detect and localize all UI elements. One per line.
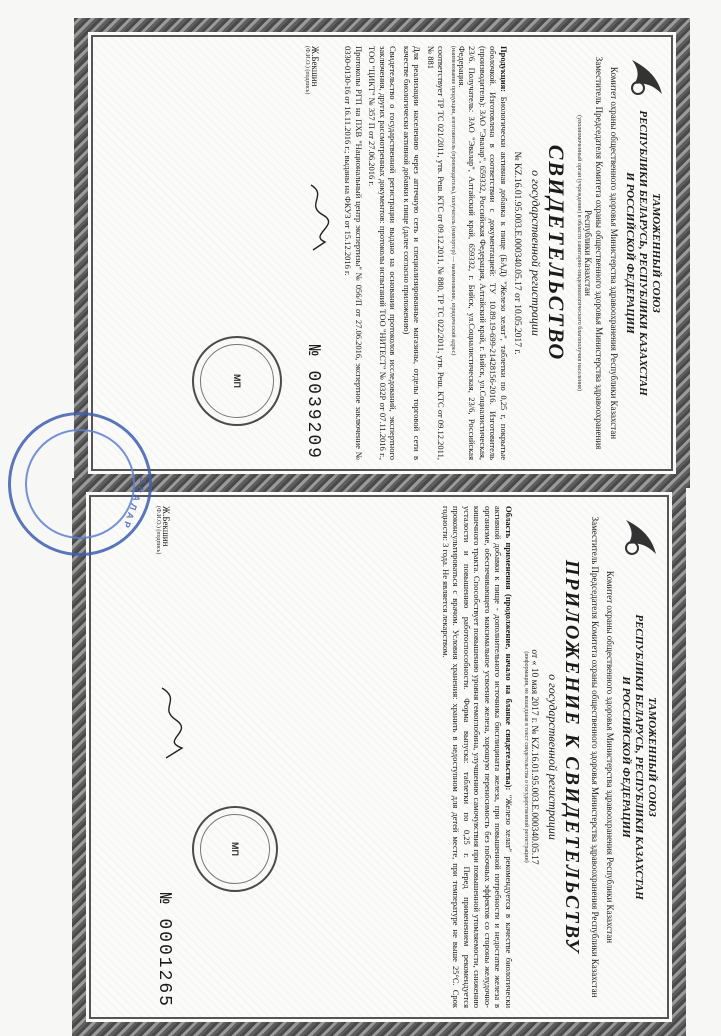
signature-row bbox=[303, 46, 333, 460]
product-text: Биологически активная добавка к пище (БАД) "Железо хелат", таблетки по 0,25 г, покрытые оболочкой. Изготовлена в соответствии с документацией: ТУ 10.89.19-699-21428156-2016. Изготовитель (производитель): ЗАО "Эвалар", 659332, Российская Федерация, Алтайский край, г. Бийск, ул.Социалистическая, 23/6. Получатель: ЗАО "Эвалар", Алтайский край, 659332, г. Бийск, ул.Социалистическая, 23/6, Российская Федерация. bbox=[457, 46, 509, 460]
seal-text: МП bbox=[230, 842, 240, 856]
sign-caption: (Ф.И.О.) (подпись) bbox=[155, 506, 161, 555]
scope-label: Область применения (продолжение, начало на бланке свидетельства): bbox=[504, 506, 514, 791]
certificate-title: СВИДЕТЕЛЬСТВО bbox=[544, 144, 569, 362]
committee-text: Комитет охраны общественного здоровья Министерства здравоохранения Республики Казахстан bbox=[605, 570, 615, 944]
seal-text: МП bbox=[232, 374, 242, 388]
reg-month: мая bbox=[529, 679, 539, 695]
notes-text: Свидетельство о государственной регистрации выдано на основании протоколов исследований, экспертного заключения, других рассмотренных документов: протоколы испытаний ТОО "НИТЕСТ" № 032Р от 07.11.2016 г., ТОО "ЦИКТ" № 357 П от 27.06.2016 г. bbox=[367, 46, 399, 460]
product-caption: (наименование продукции, изготовитель (производитель), получатель (импортер) — наименование, юридический адрес) bbox=[450, 46, 457, 356]
certificate-main-content bbox=[102, 46, 662, 460]
reg-date-prefix: от bbox=[512, 293, 522, 302]
blue-stamp-text: ЭВАЛАР bbox=[120, 475, 149, 532]
header-line-2: РЕСПУБЛИКИ БЕЛАРУСЬ, РЕСПУБЛИКИ КАЗАХСТАН bbox=[637, 110, 649, 396]
header-line-3: И РОССИЙСКОЙ ФЕДЕРАЦИИ bbox=[620, 676, 632, 838]
reg-prefix: № bbox=[512, 151, 522, 161]
serial-number bbox=[154, 893, 174, 1008]
eagle-logo-icon bbox=[616, 514, 662, 560]
certificate-appendix-content bbox=[100, 506, 658, 1008]
appendix-title: ПРИЛОЖЕНИЕ К СВИДЕТЕЛЬСТВУ bbox=[561, 559, 583, 955]
reg-date: 10.05.2017 г. bbox=[512, 304, 522, 355]
registration-line bbox=[512, 46, 522, 460]
reg-from: от « bbox=[529, 649, 539, 666]
serial-number bbox=[303, 345, 323, 460]
serial-prefix: № bbox=[303, 344, 323, 358]
customs-union-logo bbox=[616, 514, 662, 560]
scope-block bbox=[441, 506, 515, 1008]
reg-year: 2017 bbox=[529, 696, 539, 716]
product-block bbox=[457, 46, 510, 460]
certificate-subtitle: о государственной регистрации bbox=[529, 170, 543, 336]
eagle-logo-icon bbox=[622, 54, 668, 100]
certificate-appendix bbox=[72, 478, 686, 1036]
reg-num-prefix: г. № bbox=[529, 717, 539, 735]
deputy-text: Заместитель Председателя Комитета охраны общественного здоровья Министерства здравоохранения Республики Казахстан bbox=[583, 56, 604, 450]
product-label: Продукция: bbox=[499, 46, 509, 93]
scope-text: "Железо хелат" рекомендуется в качестве биологически активной добавки к пище - дополнительного источника бисглицината железа, при повышенной потребности и недостатке железа в организме, обеспечивающего максимальное усвоение железа, хорошую переносимость без побочных эффектов со стороны желудочно-кишечного тракта. Способствует повышению уровня гемоглобина, улучшению самочувствия при повышенной утомляемости, снижению усталости и повышению работоспособности. Форма выпуска: таблетки по 0,25 г. Перед применением рекомендуется проконсультироваться с врачом. Условия хранения: хранить в недоступном для детей месте, при температуре не выше 25°С. Срок годности: 3 года. Не является лекарством. bbox=[441, 506, 514, 1009]
serial-value: 0001265 bbox=[154, 918, 174, 1008]
sign-name: Ж.Бекшин bbox=[161, 506, 171, 547]
appendix-subtitle: о государственной регистрации bbox=[546, 674, 560, 840]
committee-text: Комитет охраны общественного здоровья Министерства здравоохранения Республики Казахстан bbox=[609, 66, 619, 440]
sign-name: Ж.Бекшин bbox=[310, 46, 320, 87]
sign-caption: (Ф.И.О.) (подпись) bbox=[304, 46, 310, 95]
reg-number: KZ.16.01.95.003.Е.000340.05.17 bbox=[529, 736, 539, 865]
signature-scribble bbox=[154, 684, 188, 764]
header-line-2: РЕСПУБЛИКИ БЕЛАРУСЬ, РЕСПУБЛИКИ КАЗАХСТАН bbox=[633, 614, 645, 900]
serial-value: 0039209 bbox=[303, 370, 323, 460]
official-seal bbox=[192, 806, 278, 892]
notes-text-2: Протоколы РГП на ПХВ "Национальный центр экспертизы" № 056/П от 27.06.2016, экспертное заключение № 0330-0130-16 от 16.11.2016 г.; выданы на ФКУЗ от 15.12.2016 г. bbox=[343, 46, 364, 460]
signature-scribble bbox=[303, 180, 333, 260]
header-line-3: И РОССИЙСКОЙ ФЕДЕРАЦИИ bbox=[624, 172, 636, 334]
compliance-text: соответствует ТР ТС 021/2011, утв. Реш. КТС от 09.12.2011, № 880, ТР ТС 022/2011, утв. Реш. КТС от 09.12.2011, № 881 bbox=[426, 46, 447, 460]
serial-prefix: № bbox=[154, 892, 174, 906]
certificate-main bbox=[74, 18, 690, 488]
reg-caption: (информация, не вошедшая в текст свидетельства о государственной регистрации) bbox=[523, 651, 529, 863]
reg-number: KZ.16.01.95.003.Е.000340.05.17 bbox=[512, 162, 522, 291]
organ-caption: (уполномоченный орган (учреждение) в области санитарно-эпидемиологического благополучия населения) bbox=[576, 115, 582, 391]
appendix-signature-row bbox=[154, 506, 188, 1008]
header-line-1: ТАМОЖЕННЫЙ СОЮЗ bbox=[646, 697, 658, 817]
customs-union-logo bbox=[622, 54, 668, 100]
deputy-text: Заместитель Председателя Комитета охраны общественного здоровья Министерства здравоохранения Республики Казахстан bbox=[590, 516, 600, 998]
official-seal bbox=[192, 336, 282, 426]
header-line-1: ТАМОЖЕННЫЙ СОЮЗ bbox=[650, 193, 662, 313]
reg-day: 10 bbox=[529, 667, 539, 678]
scope-text: Для реализации населению через аптечную сеть и специализированные магазины, отделы торговой сети в качестве биологически активной добавки к пище (далее согласно приложению) bbox=[402, 46, 423, 460]
appendix-registration-line bbox=[529, 506, 539, 1008]
